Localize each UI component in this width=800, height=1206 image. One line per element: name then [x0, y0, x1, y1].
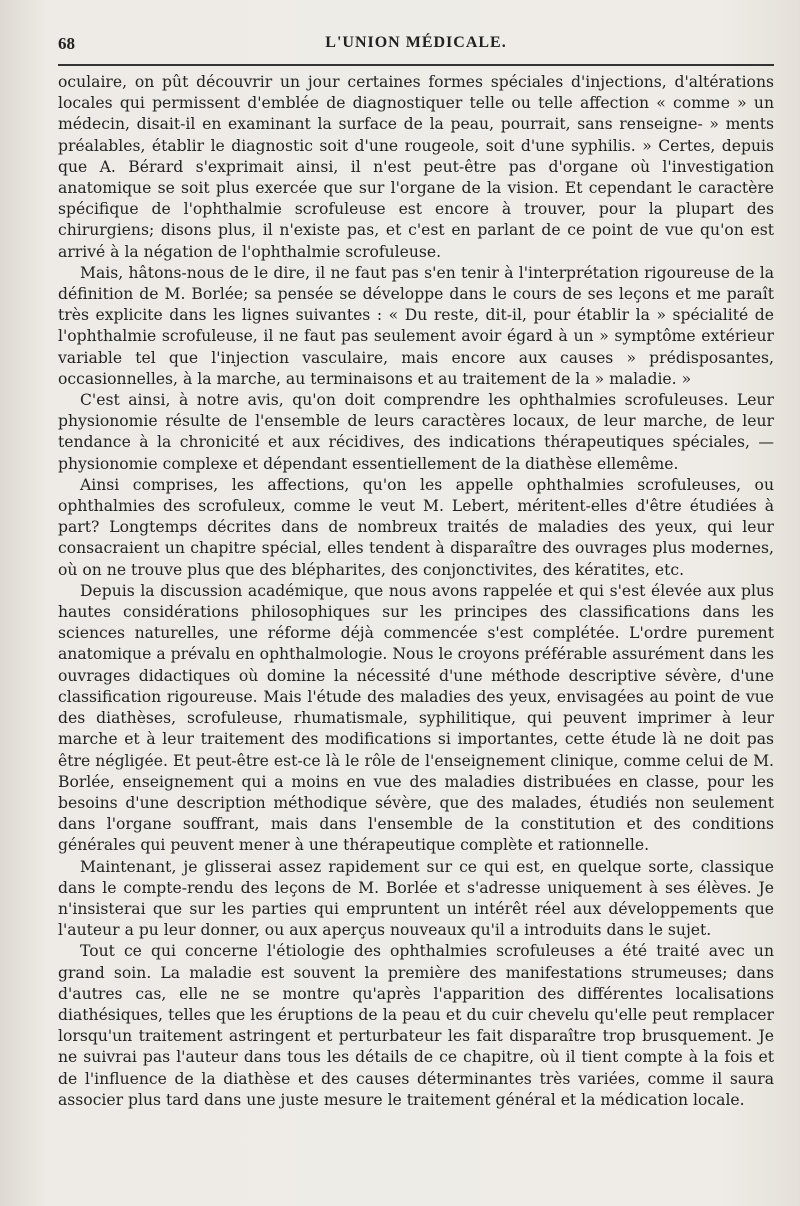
paragraph-5: Depuis la discussion académique, que nous avons rappelée et qui s'est élevée aux plus hautes considérations philosophiques sur les principes des classifications dans les sciences naturelles, une réforme déjà commencée s'est complétée. L'ordre purement anatomique a prévalu en ophthalmologie. Nous le croyons préférable assurément dans les ouvrages didactiques où domine la nécessité d'une méthode descriptive sévère, d'une classification rigoureuse. Mais l'étude des maladies des yeux, envisagées au point de vue des diathèses, scrofuleuse, rhumatismale, syphilitique, qui peuvent imprimer à leur marche et à leur traitement des modifications si importantes, cette étude là ne doit pas être négligée. Et peut-être est-ce là le rôle de l'enseignement clinique, comme celui de M. Borlée, enseignement qui a moins en vue des maladies distribuées en classe, pour les besoins d'une description méthodique sévère, que des malades, étudiés non seulement dans l'organe souffrant, mais dans l'ensemble de la constitution et des conditions générales qui peuvent mener à une thérapeutique complète et rationnelle. [58, 581, 774, 855]
paragraph-4: Ainsi comprises, les affections, qu'on les appelle ophthalmies scrofuleuses, ou ophthalmies des scrofuleux, comme le veut M. Lebert, méritent-elles d'être étudiées à part? Longtemps décrites dans de nombreux traités de maladies des yeux, qui leur consacraient un chapitre spécial, elles tendent à disparaître des ouvrages plus modernes, où on ne trouve plus que des blépharites, des conjonctivites, des kératites, etc. [58, 475, 774, 579]
page-header [58, 32, 774, 56]
page-number: 68 [58, 34, 75, 53]
paragraph-2: Mais, hâtons-nous de le dire, il ne faut pas s'en tenir à l'interprétation rigoureuse de la définition de M. Borlée; sa pensée se développe dans le cours de ses leçons et me paraît très explicite dans les lignes suivantes : « Du reste, dit-il, pour établir la » spécialité de l'ophthalmie scrofuleuse, il ne faut pas seulement avoir égard à un » symptôme extérieur variable tel que l'injection vasculaire, mais encore aux causes » prédisposantes, occasionnelles, à la marche, au terminaisons et au traitement de la » maladie. » [58, 263, 774, 388]
paragraph-7: Tout ce qui concerne l'étiologie des ophthalmies scrofuleuses a été traité avec un grand soin. La maladie est souvent la première des manifestations strumeuses; dans d'autres cas, elle ne se montre qu'après l'apparition des différentes localisations diathésiques, telles que les éruptions de la peau et du cuir chevelu qu'elle peut remplacer lorsqu'un traitement astringent et perturbateur les fait disparaître trop brusquement. Je ne suivrai pas l'auteur dans tous les détails de ce chapitre, où il tient compte à la fois et de l'influence de la diathèse et des causes déterminantes très variées, comme il saura associer plus tard dans une juste mesure le traitement général et la médication locale. [58, 942, 774, 1109]
body-text [58, 72, 774, 1111]
running-title: L'UNION MÉDICALE. [325, 34, 507, 51]
paragraph-3: C'est ainsi, à notre avis, qu'on doit comprendre les ophthalmies scrofuleuses. Leur physionomie résulte de l'ensemble de leurs caractères locaux, de leur marche, de leur tendance à la chronicité et aux récidives, des indications thérapeutiques spéciales, — physionomie complexe et dépendant essentiellement de la diathèse ellemême. [58, 391, 774, 473]
paragraph-1: oculaire, on pût découvrir un jour certaines formes spéciales d'injections, d'altérations locales qui permissent d'emblée de diagnostiquer telle ou telle affection « comme » un médecin, disait-il en examinant la surface de la peau, pourrait, sans renseigne- » ments préalables, établir le diagnostic soit d'une rougeole, soit d'une syphilis. » Certes, depuis que A. Bérard s'exprimait ainsi, il n'est peut-être pas d'organe où l'investigation anatomique se soit plus exercée que sur l'organe de la vision. Et cependant le caractère spécifique de l'ophthalmie scrofuleuse est encore à trouver, pour la plupart des chirurgiens; disons plus, il n'existe pas, et c'est en parlant de ce point de vue qu'on est arrivé à la négation de l'ophthalmie scrofuleuse. [58, 73, 774, 261]
header-rule [58, 64, 774, 66]
paragraph-6: Maintenant, je glisserai assez rapidement sur ce qui est, en quelque sorte, classique dans le compte-rendu des leçons de M. Borlée et s'adresse uniquement à ses élèves. Je n'insisterai que sur les parties qui empruntent un intérêt réel aux développements que l'auteur a pu leur donner, ou aux aperçus nouveaux qu'il a introduits dans le sujet. [58, 857, 774, 940]
